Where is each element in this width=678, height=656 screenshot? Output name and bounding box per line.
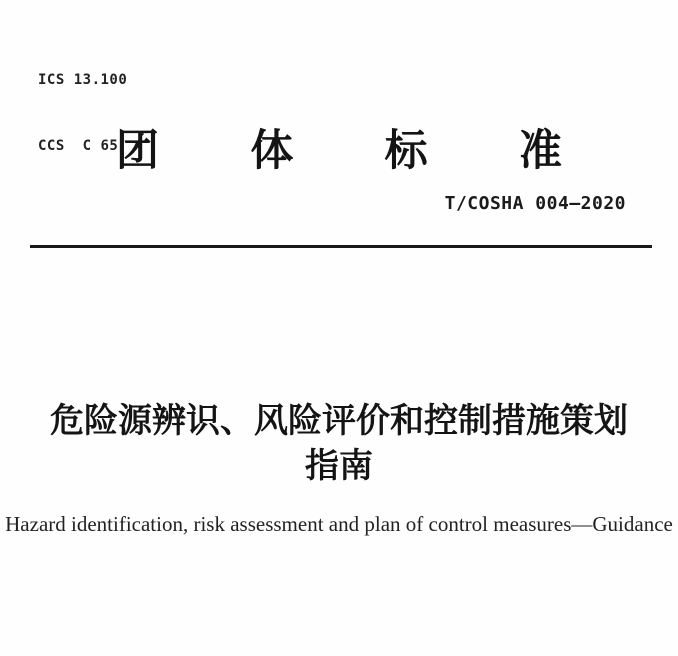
standard-type-char-1: 团 xyxy=(116,127,159,175)
document-title xyxy=(0,399,678,489)
document-title-line-1: 危险源辨识、风险评价和控制措施策划 xyxy=(50,402,628,440)
ccs-code: CCS C 65 xyxy=(38,138,119,154)
classification-block xyxy=(38,25,127,201)
document-title-line-2: 指南 xyxy=(305,447,373,485)
ics-code: ICS 13.100 xyxy=(38,72,128,88)
standard-number: T/COSHA 004—2020 xyxy=(444,193,626,214)
standard-type-heading xyxy=(116,127,562,176)
standard-type-char-2: 体 xyxy=(250,127,294,175)
header-divider-rule xyxy=(30,245,652,248)
standard-type-char-3: 标 xyxy=(384,127,428,175)
standard-type-char-4: 准 xyxy=(518,127,562,175)
english-subtitle: Hazard identification, risk assessment and plan of control measures—Guidance xyxy=(5,512,673,536)
